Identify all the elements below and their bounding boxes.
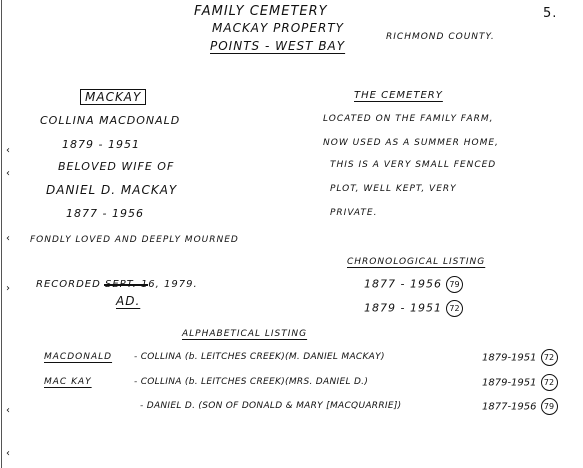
alpha-surname: MACDONALD — [44, 352, 113, 362]
alpha-dates: 1877-1956 — [482, 401, 537, 413]
margin-tick: ‹ — [6, 405, 10, 416]
location-name: POINTS - WEST BAY — [210, 39, 346, 53]
inscription-relation: BELOVED WIFE OF — [58, 160, 175, 173]
alpha-entry-dates — [482, 349, 558, 366]
description-line: LOCATED ON THE FAMILY FARM, — [323, 114, 494, 124]
property-name: MACKAY PROPERTY — [212, 21, 344, 35]
document-title: FAMILY CEMETERY — [194, 4, 328, 19]
alpha-detail: - DANIEL D. (SON OF DONALD & MARY [MACQUARRIE]) — [140, 401, 402, 411]
alpha-dates: 1879-1951 — [482, 377, 537, 389]
inscription-name-1: COLLINA MACDONALD — [40, 114, 181, 127]
chrono-dates: 1879 - 1951 — [364, 301, 442, 315]
alpha-entry-dates — [482, 398, 558, 415]
alpha-entry-dates — [482, 374, 558, 391]
reference-circle: 79 — [446, 276, 463, 293]
county-name: RICHMOND COUNTY. — [386, 32, 495, 42]
surname-box: MACKAY — [80, 89, 146, 105]
reference-circle: 72 — [541, 349, 558, 366]
description-line: THIS IS A VERY SMALL FENCED — [330, 160, 497, 170]
left-margin-line — [1, 0, 2, 468]
reference-circle: 72 — [446, 300, 463, 317]
chrono-dates: 1877 - 1956 — [364, 277, 442, 291]
inscription-name-2: DANIEL D. MACKAY — [46, 183, 178, 197]
recorder-initials: AD. — [116, 294, 141, 308]
chronological-heading: CHRONOLOGICAL LISTING — [347, 257, 486, 267]
margin-tick: ‹ — [6, 145, 10, 156]
alpha-detail: - COLLINA (b. LEITCHES CREEK)(MRS. DANIEL D.) — [134, 377, 369, 387]
description-line: PLOT, WELL KEPT, VERY — [330, 184, 457, 194]
margin-tick: ‹ — [6, 233, 10, 244]
alphabetical-heading: ALPHABETICAL LISTING — [182, 329, 308, 339]
margin-tick: ‹ — [6, 448, 10, 459]
margin-tick: › — [6, 283, 10, 294]
alpha-dates: 1879-1951 — [482, 352, 537, 364]
reference-circle: 79 — [541, 398, 558, 415]
inscription-dates-2: 1877 - 1956 — [66, 207, 144, 220]
description-line: PRIVATE. — [330, 208, 378, 218]
inscription-epitaph: FONDLY LOVED AND DEEPLY MOURNED — [30, 235, 239, 245]
alpha-surname: MAC KAY — [44, 377, 92, 387]
inscription-dates-1: 1879 - 1951 — [62, 138, 140, 151]
chrono-entry — [364, 276, 463, 293]
chrono-entry — [364, 300, 463, 317]
cemetery-heading: THE CEMETERY — [354, 90, 443, 101]
description-line: NOW USED AS A SUMMER HOME, — [323, 138, 499, 148]
margin-tick: ‹ — [6, 168, 10, 179]
recorded-date: RECORDED SEPT. 16, 1979. — [36, 279, 198, 290]
reference-circle: 72 — [541, 374, 558, 391]
alpha-detail: - COLLINA (b. LEITCHES CREEK)(M. DANIEL MACKAY) — [134, 352, 385, 362]
page-number: 5. — [543, 6, 558, 21]
